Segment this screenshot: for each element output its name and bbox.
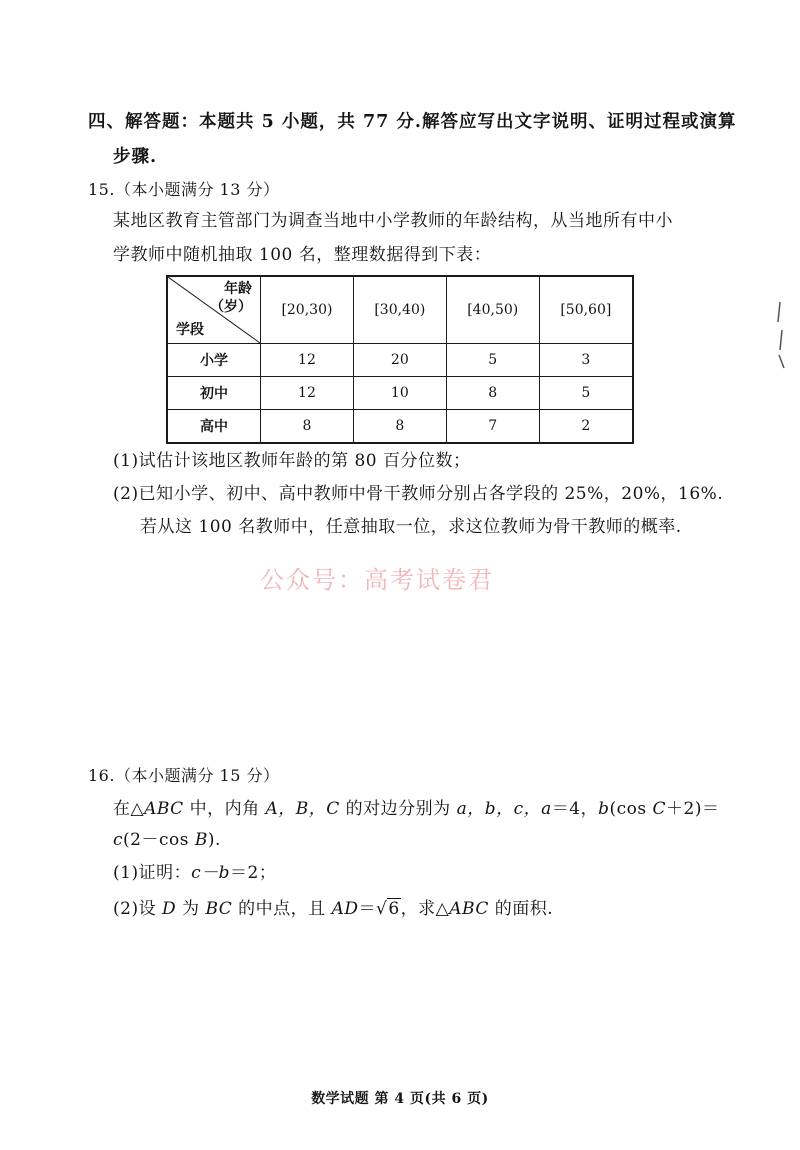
- math-var: D: [161, 899, 177, 919]
- text: ＋2)＝: [666, 799, 720, 819]
- table-cell: 8: [446, 377, 539, 410]
- q15-stem-line1: 某地区教育主管部门为调查当地中小学教师的年龄结构，从当地所有中小: [113, 211, 673, 231]
- math-var: A，B，C: [265, 799, 340, 819]
- text: 中，内角: [183, 799, 266, 819]
- q15-stem-line2: 学教师中随机抽取 100 名，整理数据得到下表：: [113, 245, 492, 265]
- corner-age-line1: 年龄: [224, 281, 252, 297]
- column-header: [50,60]: [539, 276, 633, 344]
- text: (2)设: [113, 899, 162, 919]
- table-row: [167, 344, 633, 377]
- table-cell: 10: [353, 377, 446, 410]
- table-cell: 12: [261, 344, 354, 377]
- sqrt-argument: 6: [388, 899, 400, 919]
- math-var: c: [113, 830, 124, 850]
- text: 在△: [113, 799, 145, 819]
- table-cell: 12: [261, 377, 354, 410]
- math-var: C: [652, 799, 667, 819]
- text: (2－cos: [123, 830, 195, 850]
- corner-stage-label: 学段: [176, 322, 204, 338]
- text: ＝4，: [551, 799, 599, 819]
- row-stage-label: 高中: [167, 410, 261, 444]
- table-cell: 5: [539, 377, 633, 410]
- table-row: [167, 410, 633, 444]
- q15-part1: (1)试估计该地区教师年龄的第 80 百分位数；: [113, 451, 471, 471]
- text: ，求△: [400, 899, 450, 919]
- age-distribution-table: [166, 275, 634, 444]
- table-cell: 2: [539, 410, 633, 444]
- q15-part2-line1: (2)已知小学、初中、高中教师中骨干教师分别占各学段的 25%，20%，16%.: [113, 484, 724, 504]
- math-var: BC: [205, 899, 233, 919]
- sqrt-expression: √6: [376, 899, 400, 919]
- q16-part1: [113, 861, 276, 885]
- math-var: AD: [331, 899, 359, 919]
- q16-stem-line1: [113, 797, 719, 821]
- text: 为: [176, 899, 206, 919]
- table-header-row: [167, 276, 633, 344]
- table-cell: 3: [539, 344, 633, 377]
- math-var: B: [194, 830, 208, 850]
- table-cell: 7: [446, 410, 539, 444]
- math-var: a，b，c，a: [456, 799, 552, 819]
- text: 的对边分别为: [339, 799, 457, 819]
- q15-header: 15.（本小题满分 13 分）: [88, 180, 280, 199]
- math-expr: c－b: [191, 863, 230, 883]
- row-stage-label: 初中: [167, 377, 261, 410]
- q16-part2: [113, 897, 553, 921]
- text: (cos: [609, 799, 653, 819]
- row-stage-label: 小学: [167, 344, 261, 377]
- text: 的中点，且: [232, 899, 332, 919]
- math-var: b: [598, 799, 610, 819]
- section-title-line2: 步骤.: [113, 147, 158, 167]
- margin-scribble: [770, 300, 794, 370]
- column-header: [20,30): [261, 276, 354, 344]
- page-footer: 数学试题 第 4 页(共 6 页): [311, 1091, 489, 1107]
- section-title-line1: 四、解答题：本题共 5 小题，共 77 分.解答应写出文字说明、证明过程或演算: [88, 112, 737, 132]
- text: 的面积.: [488, 899, 554, 919]
- math-var: ABC: [144, 799, 184, 819]
- table-cell: 8: [353, 410, 446, 444]
- math-var: ABC: [449, 899, 489, 919]
- table-row: [167, 377, 633, 410]
- corner-age-label: [210, 280, 252, 316]
- table-cell: 5: [446, 344, 539, 377]
- q16-stem-line2: [113, 828, 221, 852]
- corner-age-line2: （岁）: [210, 299, 252, 315]
- watermark-text: 公众号：高考试卷君: [260, 566, 494, 594]
- table-cell: 20: [353, 344, 446, 377]
- table-cell: 8: [261, 410, 354, 444]
- q16-header: 16.（本小题满分 15 分）: [88, 766, 280, 785]
- text: (1)证明：: [113, 863, 192, 883]
- table-corner-cell: [167, 276, 261, 344]
- text: ＝: [358, 899, 376, 919]
- q15-part2-line2: 若从这 100 名教师中，任意抽取一位，求这位教师为骨干教师的概率.: [140, 517, 682, 537]
- column-header: [30,40): [353, 276, 446, 344]
- column-header: [40,50): [446, 276, 539, 344]
- text: ).: [207, 830, 221, 850]
- text: ＝2；: [230, 863, 277, 883]
